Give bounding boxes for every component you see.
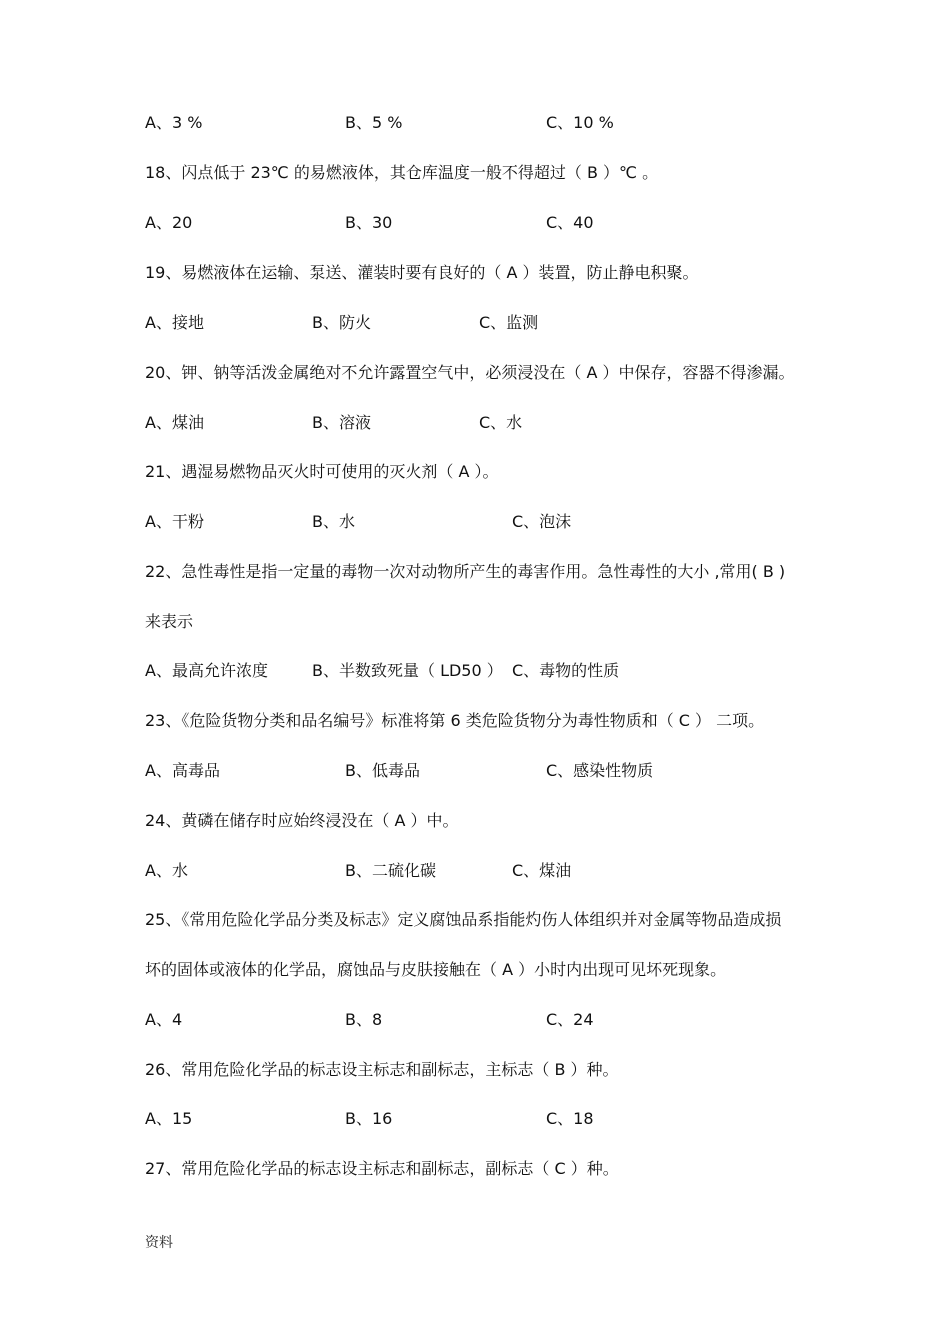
option-c: C、10 % <box>546 113 614 132</box>
question-20: 20、钾、钠等活泼金属绝对不允许露置空气中，必须浸没在（ A ）中保存，容器不得渗漏。 <box>145 363 795 382</box>
question-25: 25、《常用危险化学品分类及标志》定义腐蚀品系指能灼伤人体组织并对金属等物品造成损 <box>145 910 782 929</box>
option-c: C、感染性物质 <box>546 761 654 780</box>
option-c: C、泡沫 <box>512 512 572 531</box>
question-22-continued: 来表示 <box>145 612 194 631</box>
option-c: C、监测 <box>479 313 539 332</box>
option-b: B、半数致死量（ LD50 ） <box>312 661 503 680</box>
option-a: A、高毒品 <box>145 761 220 780</box>
option-c: C、18 <box>546 1109 594 1128</box>
option-c: C、水 <box>479 413 523 432</box>
option-c: C、煤油 <box>512 861 572 880</box>
option-b: B、溶液 <box>312 413 371 432</box>
question-22: 22、急性毒性是指一定量的毒物一次对动物所产生的毒害作用。急性毒性的大小 ,常用( B ) <box>145 562 786 581</box>
question-24: 24、黄磷在储存时应始终浸没在（ A ）中。 <box>145 811 459 830</box>
option-b: B、低毒品 <box>345 761 420 780</box>
option-a: A、干粉 <box>145 512 204 531</box>
option-c: C、毒物的性质 <box>512 661 620 680</box>
option-b: B、16 <box>345 1109 393 1128</box>
question-25-continued: 坏的固体或液体的化学品，腐蚀品与皮肤接触在（ A ）小时内出现可见坏死现象。 <box>145 960 727 979</box>
option-b: B、水 <box>312 512 355 531</box>
question-19: 19、易燃液体在运输、泵送、灌装时要有良好的（ A ）装置，防止静电积聚。 <box>145 263 699 282</box>
question-26: 26、常用危险化学品的标志设主标志和副标志，主标志（ B ）种。 <box>145 1060 619 1079</box>
option-b: B、5 % <box>345 113 403 132</box>
question-21: 21、遇湿易燃物品灭火时可使用的灭火剂（ A ）。 <box>145 462 499 481</box>
question-23: 23、《危险货物分类和品名编号》标准将第 6 类危险货物分为毒性物质和（ C ） 二项。 <box>145 711 765 730</box>
option-a: A、3 % <box>145 113 203 132</box>
question-27: 27、常用危险化学品的标志设主标志和副标志，副标志（ C ）种。 <box>145 1159 619 1178</box>
option-c: C、40 <box>546 213 594 232</box>
option-a: A、水 <box>145 861 188 880</box>
option-b: B、防火 <box>312 313 371 332</box>
option-b: B、30 <box>345 213 393 232</box>
option-b: B、二硫化碳 <box>345 861 436 880</box>
option-a: A、最高允许浓度 <box>145 661 268 680</box>
option-a: A、接地 <box>145 313 204 332</box>
page-footer: 资料 <box>145 1235 173 1251</box>
option-c: C、24 <box>546 1010 594 1029</box>
option-b: B、8 <box>345 1010 383 1029</box>
option-a: A、20 <box>145 213 193 232</box>
option-a: A、煤油 <box>145 413 204 432</box>
option-a: A、4 <box>145 1010 183 1029</box>
question-18: 18、闪点低于 23℃ 的易燃液体，其仓库温度一般不得超过（ B ）℃ 。 <box>145 163 659 182</box>
option-a: A、15 <box>145 1109 193 1128</box>
